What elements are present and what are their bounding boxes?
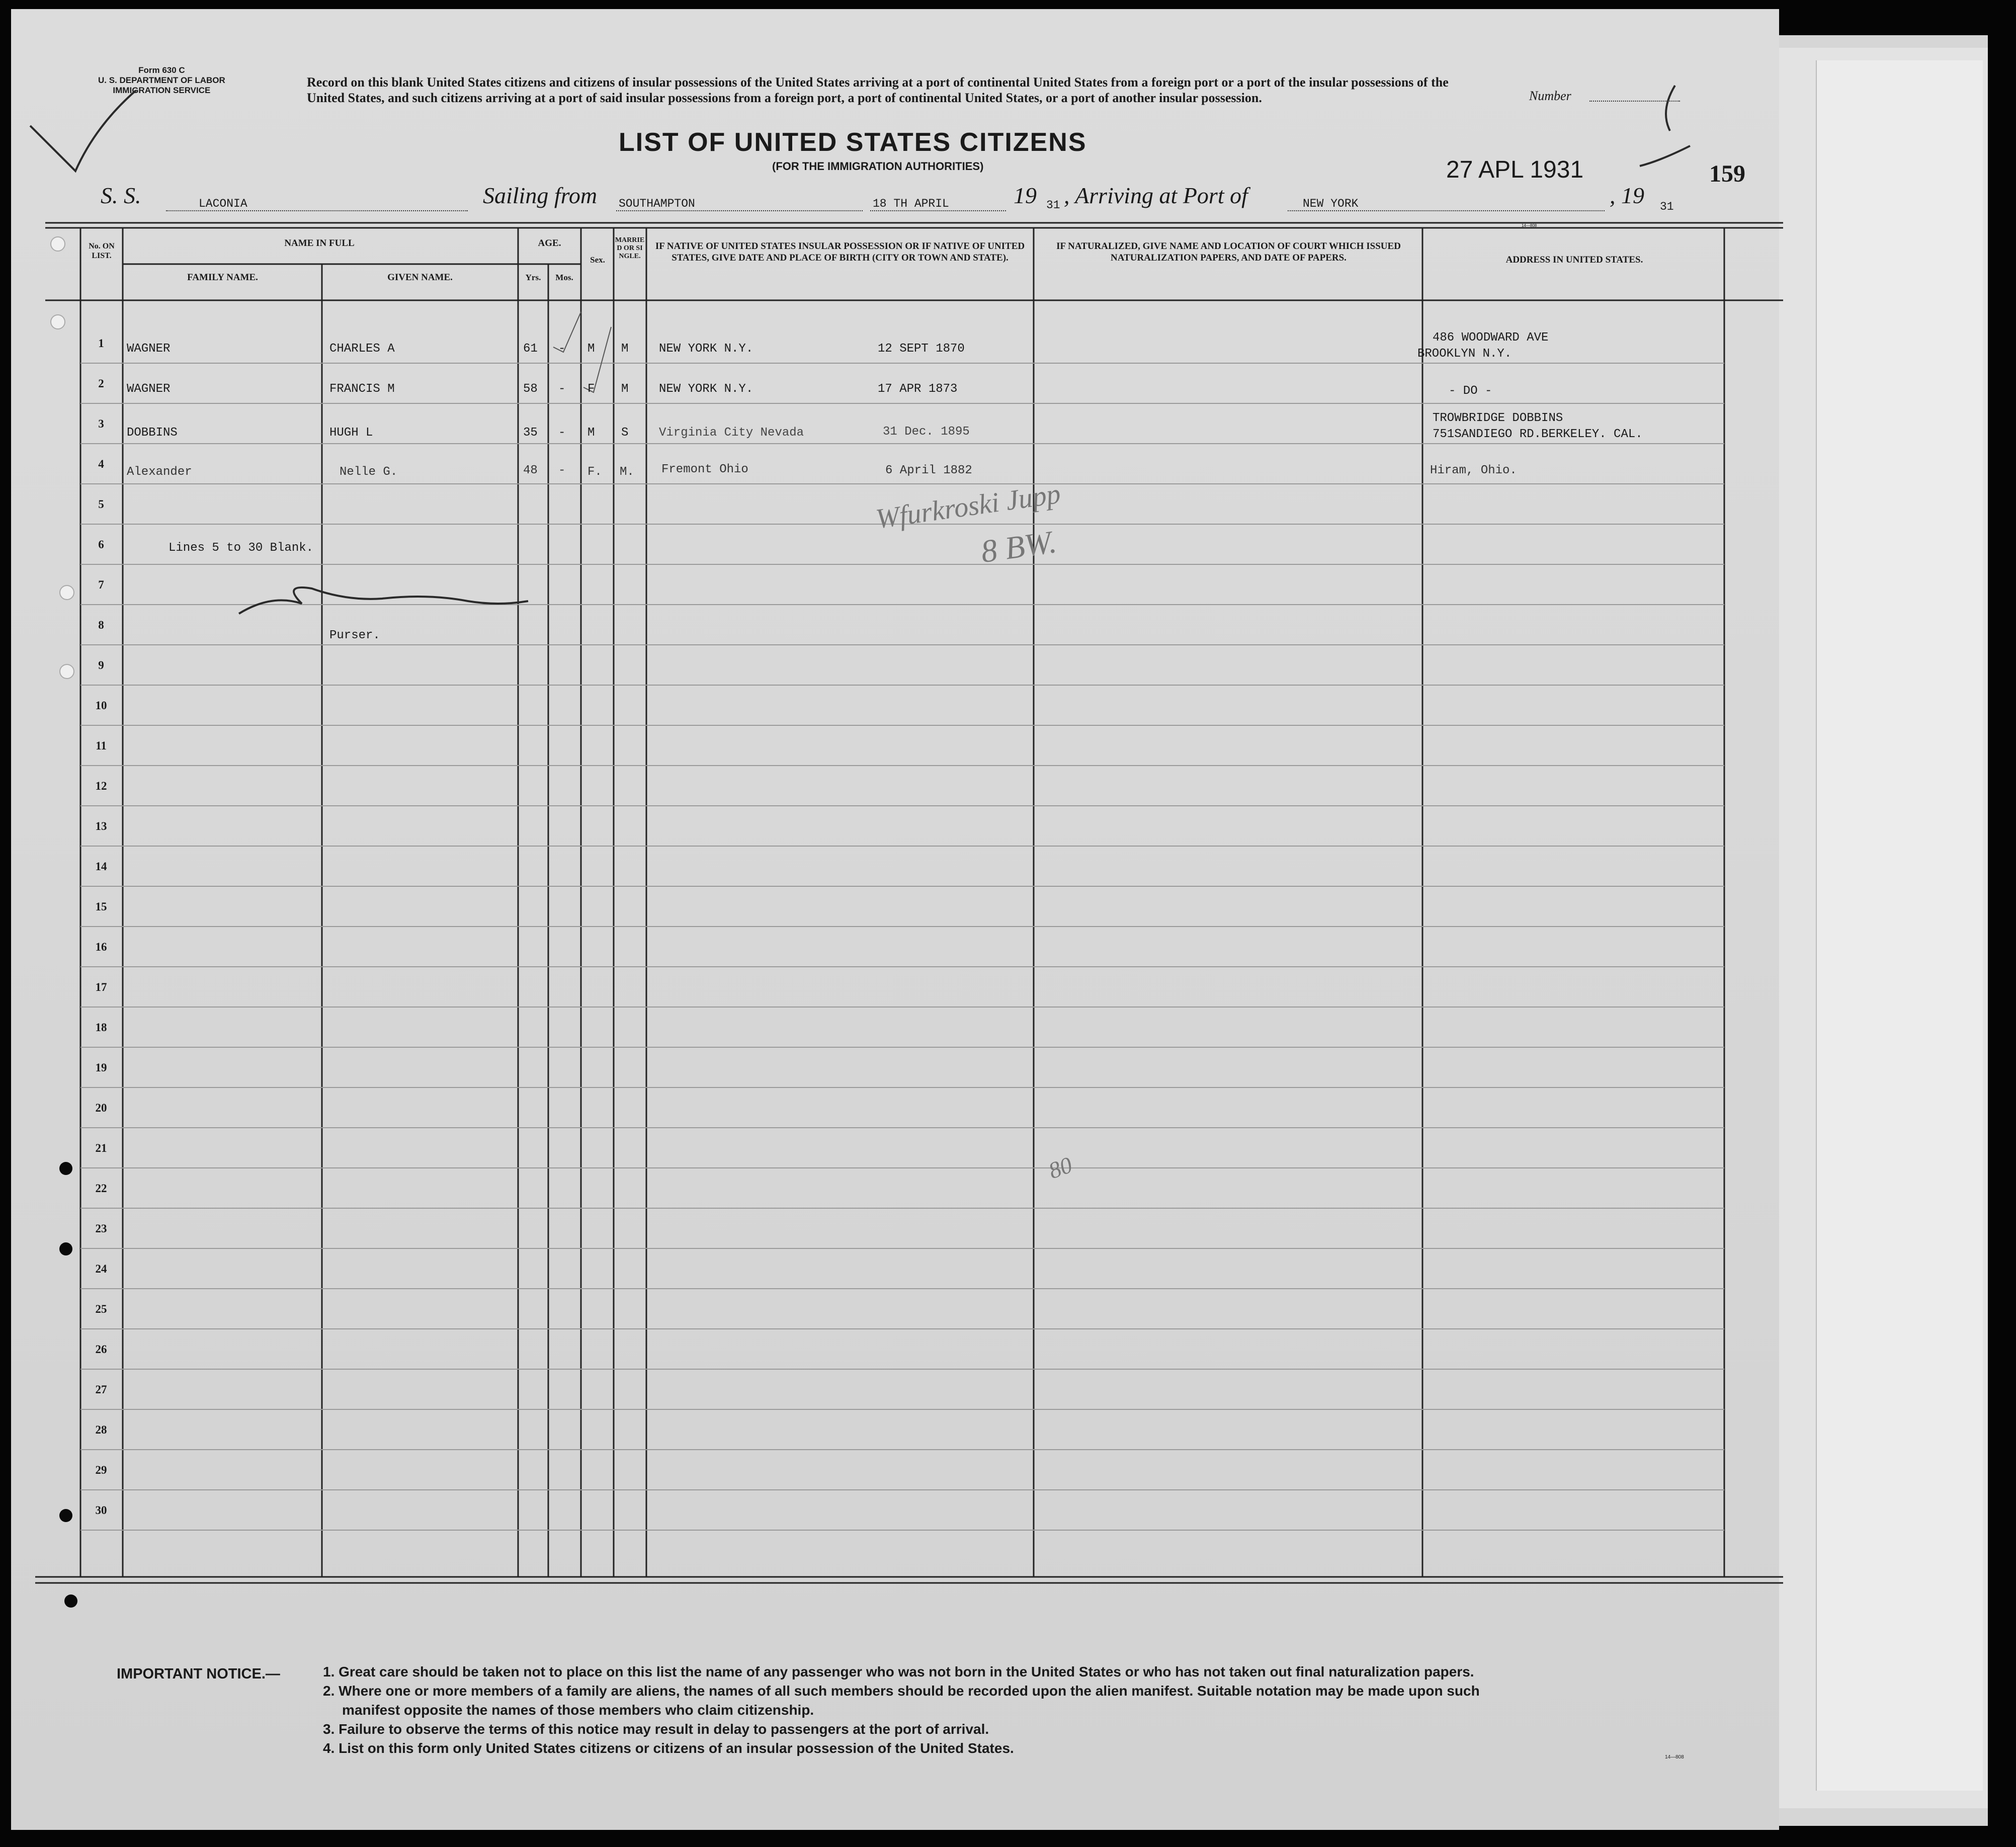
number-label: Number bbox=[1529, 89, 1571, 103]
birth-date: 6 April 1882 bbox=[885, 464, 972, 477]
row-number: 8 bbox=[98, 619, 104, 631]
birth-place: Virginia City Nevada bbox=[659, 426, 804, 440]
pencil-annotation: 80 bbox=[1045, 1151, 1076, 1184]
row-number: 4 bbox=[98, 458, 104, 470]
age-years: 35 bbox=[523, 426, 538, 440]
family-name: WAGNER bbox=[127, 342, 171, 356]
birth-date: 31 Dec. 1895 bbox=[883, 425, 970, 439]
row-number: 12 bbox=[95, 780, 107, 792]
binder-hole bbox=[50, 236, 65, 251]
address-line-1: TROWBRIDGE DOBBINS bbox=[1433, 411, 1563, 425]
row-number: 26 bbox=[95, 1343, 107, 1356]
arrive-year: 31 bbox=[1660, 200, 1674, 213]
year-prefix: 19 bbox=[1014, 183, 1037, 208]
col-family-name: FAMILY NAME. bbox=[187, 272, 258, 283]
binder-hole bbox=[59, 664, 74, 679]
age-months: - bbox=[558, 342, 566, 356]
row-number: 6 bbox=[98, 538, 104, 551]
marital-status: S bbox=[621, 426, 629, 440]
row-number: 22 bbox=[95, 1182, 107, 1195]
sex: M bbox=[587, 426, 595, 440]
department-name: U. S. DEPARTMENT OF LABOR bbox=[98, 75, 225, 85]
binder-hole bbox=[59, 585, 74, 600]
form-number: Form 630 C bbox=[138, 65, 185, 75]
row-number: 17 bbox=[95, 981, 107, 993]
row-number: 18 bbox=[95, 1021, 107, 1034]
notice-items bbox=[323, 1662, 1761, 1758]
age-months: - bbox=[558, 382, 566, 396]
col-given-name: GIVEN NAME. bbox=[387, 272, 453, 283]
notice-item: 1. Great care should be taken not to place on this list the name of any passenger who was not born in the United States or who has not taken out final naturalization papers. bbox=[323, 1664, 1474, 1680]
row-number: 30 bbox=[95, 1504, 107, 1517]
sailing-from-label: Sailing from bbox=[483, 183, 598, 208]
pencil-annotation: Wfurkroski Jupp bbox=[874, 478, 1063, 535]
address-line-1: 486 WOODWARD AVE bbox=[1433, 331, 1549, 345]
port-from: SOUTHAMPTON bbox=[619, 197, 695, 210]
page-number: 159 bbox=[1709, 160, 1745, 187]
given-name: HUGH L bbox=[329, 426, 373, 440]
page-subtitle: (FOR THE IMMIGRATION AUTHORITIES) bbox=[772, 160, 984, 173]
row-number: 2 bbox=[98, 377, 104, 390]
row-number: 3 bbox=[98, 417, 104, 430]
given-name: FRANCIS M bbox=[329, 382, 395, 396]
row-number: 1 bbox=[98, 337, 104, 350]
family-name: WAGNER bbox=[127, 382, 171, 396]
binder-hole bbox=[59, 1162, 72, 1175]
row-number: 29 bbox=[95, 1464, 107, 1476]
col-birth: IF NATIVE OF UNITED STATES INSULAR POSSESSION OR IF NATIVE OF UNITED STATES, GIVE DATE AND PLACE OF BIRTH (CITY OR TOWN AND STATE). bbox=[655, 241, 1025, 263]
col-name-in-full: NAME IN FULL bbox=[284, 238, 355, 248]
notice-item-continued: manifest opposite the names of those members who claim citizenship. bbox=[342, 1702, 814, 1718]
birth-place: NEW YORK N.Y. bbox=[659, 342, 753, 356]
age-years: 61 bbox=[523, 342, 538, 356]
row-number: 20 bbox=[95, 1102, 107, 1114]
notice-item: 3. Failure to observe the terms of this notice may result in delay to passengers at the port of arrival. bbox=[323, 1721, 989, 1737]
age-years: 58 bbox=[523, 382, 538, 396]
col-sex: Sex. bbox=[590, 255, 605, 265]
service-name: IMMIGRATION SERVICE bbox=[113, 86, 211, 95]
col-age: AGE. bbox=[538, 238, 561, 248]
form-instructions: Record on this blank United States citizens and citizens of insular possessions of the United States arriving at a port of continental United States from a foreign port or a port of the insular possessions of the United States, and such citizens arriving at a port of said insular possessions from a foreign port, a port of continental United States, or a port of another insular possession. bbox=[307, 75, 1449, 105]
arrive-year-prefix: , 19 bbox=[1610, 183, 1644, 208]
row-number: 19 bbox=[95, 1061, 107, 1074]
row-number: 14 bbox=[95, 860, 107, 873]
port-to: NEW YORK bbox=[1303, 197, 1359, 210]
printer-note: 14—808 bbox=[1522, 223, 1537, 228]
arriving-label: , Arriving at Port of bbox=[1064, 183, 1248, 208]
family-name: Alexander bbox=[127, 465, 192, 479]
col-mos: Mos. bbox=[555, 273, 573, 282]
col-naturalized: IF NATURALIZED, GIVE NAME AND LOCATION OF COURT WHICH ISSUED NATURALIZATION PAPERS, AND DATE OF PAPERS. bbox=[1056, 241, 1401, 263]
address-line-1: - DO - bbox=[1449, 384, 1492, 398]
address-line-2: 751SANDIEGO RD.BERKELEY. CAL. bbox=[1433, 428, 1643, 441]
row-number: 15 bbox=[95, 900, 107, 913]
row-number: 28 bbox=[95, 1423, 107, 1436]
sail-date: 18 TH APRIL bbox=[873, 197, 949, 210]
row-number: 9 bbox=[98, 659, 104, 671]
binder-hole bbox=[64, 1594, 77, 1608]
notice-item: 4. List on this form only United States citizens or citizens of an insular possession of the United States. bbox=[323, 1740, 1014, 1756]
binder-hole bbox=[59, 1242, 72, 1255]
binder-hole bbox=[50, 314, 65, 329]
ss-label: S. S. bbox=[101, 183, 141, 208]
purser-label: Purser. bbox=[329, 629, 380, 642]
birth-date: 17 APR 1873 bbox=[878, 382, 958, 396]
birth-place: Fremont Ohio bbox=[661, 463, 748, 476]
date-stamp: 27 APL 1931 bbox=[1446, 156, 1584, 183]
pencil-annotation: 8 BW. bbox=[978, 523, 1059, 570]
birth-date: 12 SEPT 1870 bbox=[878, 342, 965, 356]
row-number: 5 bbox=[98, 498, 104, 511]
blank-lines-note: Lines 5 to 30 Blank. bbox=[169, 541, 314, 555]
age-years: 48 bbox=[523, 464, 538, 477]
col-address: ADDRESS IN UNITED STATES. bbox=[1505, 255, 1643, 265]
pencil-check-marks bbox=[30, 86, 1690, 171]
col-married-single: MARRIED OR SINGLE. bbox=[615, 236, 645, 260]
notice-item: 2. Where one or more members of a family are aliens, the names of all such members should be recorded upon the alien manifest. Suitable notation may be made upon such bbox=[323, 1683, 1480, 1699]
row-number: 11 bbox=[96, 739, 107, 752]
notice-heading: IMPORTANT NOTICE.— bbox=[117, 1666, 280, 1682]
marital-status: M. bbox=[620, 465, 634, 479]
row-number: 7 bbox=[98, 578, 104, 591]
row-number: 24 bbox=[95, 1263, 107, 1275]
col-yrs: Yrs. bbox=[525, 273, 541, 282]
printer-code: 14—808 bbox=[1665, 1754, 1684, 1760]
ship-name: LACONIA bbox=[199, 197, 247, 210]
sail-year: 31 bbox=[1046, 199, 1060, 212]
address-line-1: Hiram, Ohio. bbox=[1430, 464, 1517, 477]
row-number: 13 bbox=[95, 820, 107, 832]
address-line-2: BROOKLYN N.Y. bbox=[1417, 347, 1512, 361]
page-title: LIST OF UNITED STATES CITIZENS bbox=[619, 128, 1087, 157]
row-number: 25 bbox=[95, 1303, 107, 1315]
sex: M bbox=[587, 342, 595, 356]
row-number: 16 bbox=[95, 941, 107, 953]
row-number: 23 bbox=[95, 1222, 107, 1235]
family-name: DOBBINS bbox=[127, 426, 178, 440]
sex: F bbox=[587, 382, 595, 396]
row-number: 27 bbox=[95, 1383, 107, 1396]
row-number: 21 bbox=[95, 1142, 107, 1154]
row-number: 10 bbox=[95, 699, 107, 712]
given-name: Nelle G. bbox=[340, 465, 398, 479]
col-no: No. ON LIST. bbox=[89, 242, 115, 260]
age-months: - bbox=[558, 464, 566, 477]
marital-status: M bbox=[621, 342, 629, 356]
given-name: CHARLES A bbox=[329, 342, 395, 356]
binder-hole bbox=[59, 1509, 72, 1522]
sex: F. bbox=[587, 465, 602, 479]
age-months: - bbox=[558, 426, 566, 440]
birth-place: NEW YORK N.Y. bbox=[659, 382, 753, 396]
marital-status: M bbox=[621, 382, 629, 396]
